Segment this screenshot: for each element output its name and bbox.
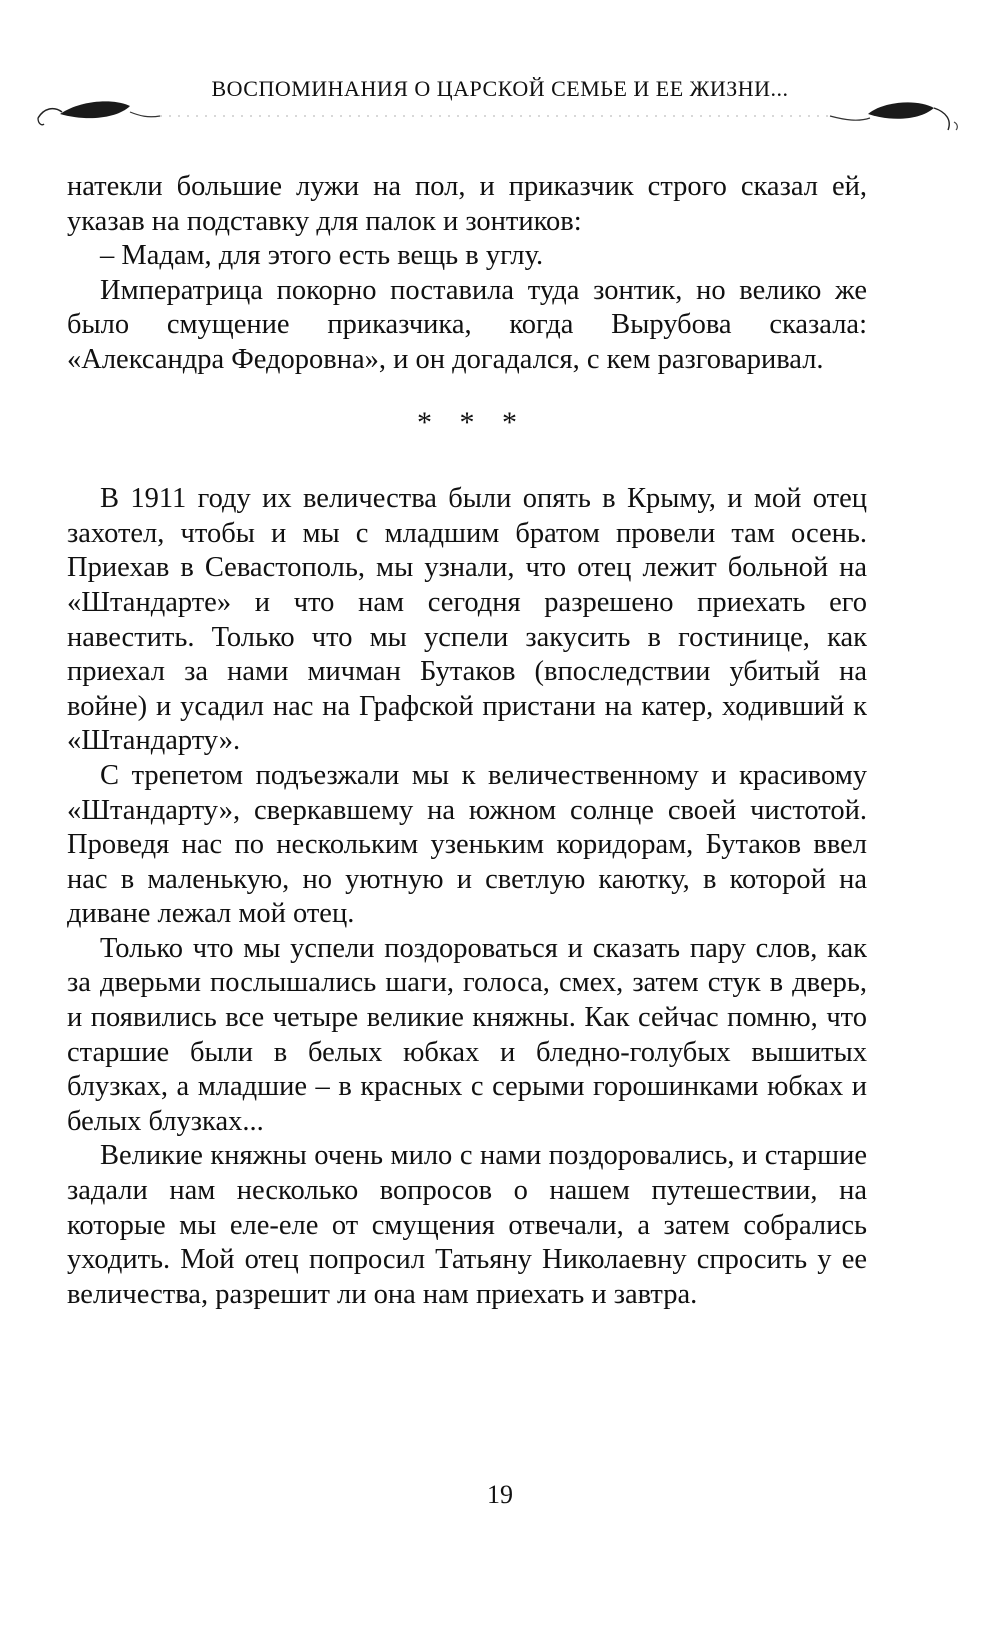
header-ornament	[30, 96, 970, 146]
paragraph: В 1911 году их величества были опять в Крыму, и мой отец захотел, чтобы и мы с младшим братом провели там осень. Приехав в Севастополь, мы узнали, что отец лежит больной на «Штандарте» и что нам сегодня разрешено приехать его навестить. Только что мы успели закусить в гостинице, как приехал за нами мичман Бутаков (впоследствии убитый на войне) и усадил нас на Графской пристани на катер, ходивший к «Штандарту».	[67, 483, 867, 757]
paragraph: С трепетом подъезжали мы к величественному и красивому «Штандарту», сверкавшему на южном солнце своей чистотой. Проведя нас по нескольким узеньким коридорам, Бутаков ввел нас в маленькую, но уютную и светлую каютку, в которой на диване лежал мой отец.	[67, 759, 867, 930]
running-head: ВОСПОМИНАНИЯ О ЦАРСКОЙ СЕМЬЕ И ЕЕ ЖИЗНИ...	[211, 76, 789, 101]
right-leaf-icon	[830, 102, 957, 130]
paragraph: Только что мы успели поздороваться и сказать пару слов, как за дверьми послышались шаги, голоса, смех, затем стук в дверь, и появились все четыре великие княжны. Как сейчас помню, что старшие были в белых юбках и бледно-голубых вышитых блузках, а младшие – в красных с серыми горошинками юбках и белых блузках...	[67, 932, 867, 1137]
paragraph: Великие княжны очень мило с нами поздоровались, и старшие задали нам несколько вопросов о нашем путешествии, на которые мы еле-еле от смущения отвечали, а затем собрались уходить. Мой отец попросил Татьяну Николаевну спросить у ее величества, разрешит ли она нам приехать и завтра.	[67, 1140, 867, 1310]
paragraph-continued: натекли большие лужи на пол, и приказчик строго сказал ей, указав на подставку для палок и зонтиков:	[67, 171, 867, 237]
dialogue-line: – Мадам, для этого есть вещь в углу.	[100, 240, 544, 272]
section-separator: * * *	[417, 405, 527, 439]
paragraph: Императрица покорно поставила туда зонтик, но велико же было смущение приказчика, когда Вырубова сказала: «Александра Федоровна», и он догадался, с кем разговаривал.	[67, 274, 867, 375]
page-number: 19	[487, 1480, 513, 1509]
left-leaf-icon	[38, 101, 160, 124]
page-body	[67, 170, 867, 1312]
